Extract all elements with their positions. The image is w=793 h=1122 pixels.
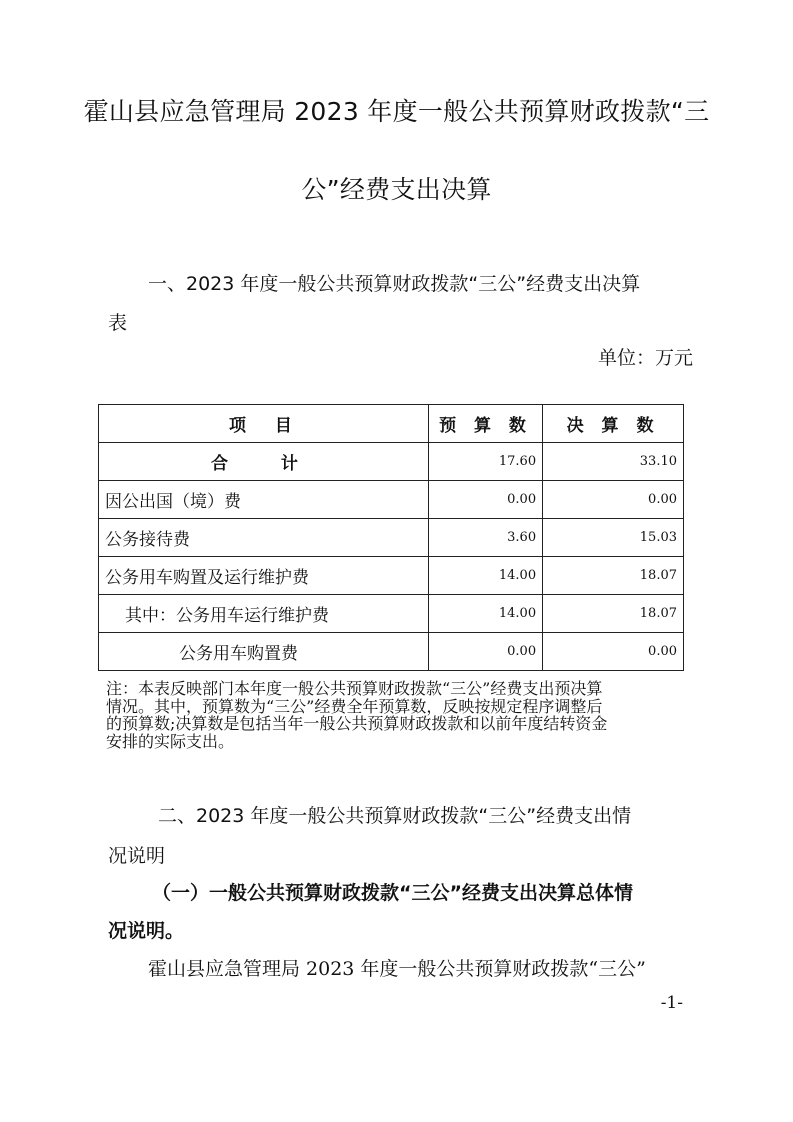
row-final: 33.10 <box>543 443 684 481</box>
table-row <box>99 633 684 671</box>
row-budget: 14.00 <box>428 595 542 633</box>
note-line: 的预算数;决算数是包括当年一般公共预算财政拨款和以前年度结转资金 <box>106 714 608 733</box>
table-header-row <box>99 405 684 443</box>
subsection1-heading-line1: （一）一般公共预算财政拨款“三公”经费支出决算总体情 <box>152 882 633 904</box>
table-row <box>99 481 684 519</box>
row-item: 其中：公务用车运行维护费 <box>99 595 429 633</box>
table-row <box>99 519 684 557</box>
header-item: 项 目 <box>99 405 429 443</box>
table-row-total <box>99 443 684 481</box>
note-line: 注：本表反映部门本年度一般公共预算财政拨款“三公”经费支出预决算 <box>106 679 603 698</box>
row-final: 18.07 <box>543 557 684 595</box>
body-paragraph: 霍山县应急管理局 2023 年度一般公共预算财政拨款“三公” <box>148 958 646 980</box>
table-note <box>106 680 692 750</box>
row-item: 公务用车购置费 <box>99 633 429 671</box>
section2-heading-line1: 二、2023 年度一般公共预算财政拨款“三公”经费支出情 <box>158 805 632 827</box>
row-final: 0.00 <box>543 633 684 671</box>
row-budget: 3.60 <box>428 519 542 557</box>
row-budget: 17.60 <box>428 443 542 481</box>
row-item: 因公出国（境）费 <box>99 481 429 519</box>
section2-heading-line2: 况说明 <box>108 845 166 867</box>
row-item: 公务接待费 <box>99 519 429 557</box>
page-title-line1: 霍山县应急管理局 2023 年度一般公共预算财政拨款“三 <box>83 97 710 126</box>
page-title-line2: 公”经费支出决算 <box>301 175 492 204</box>
row-item: 合 计 <box>99 443 429 481</box>
header-budget: 预 算 数 <box>428 405 542 443</box>
row-budget: 0.00 <box>428 481 542 519</box>
row-final: 0.00 <box>543 481 684 519</box>
note-line: 情况。其中，预算数为“三公”经费全年预算数，反映按规定程序调整后 <box>106 696 603 716</box>
subsection1-heading-line2: 况说明。 <box>108 920 185 942</box>
unit-label: 单位：万元 <box>597 347 693 369</box>
row-item: 公务用车购置及运行维护费 <box>99 557 429 595</box>
header-final: 决 算 数 <box>543 405 684 443</box>
table-row <box>99 595 684 633</box>
row-final: 18.07 <box>543 595 684 633</box>
row-budget: 14.00 <box>428 557 542 595</box>
page-number: -1- <box>660 993 683 1013</box>
table-row <box>99 557 684 595</box>
row-budget: 0.00 <box>428 633 542 671</box>
budget-table <box>98 404 684 671</box>
row-final: 15.03 <box>543 519 684 557</box>
section1-heading-line2: 表 <box>108 312 128 334</box>
note-line: 安排的实际支出。 <box>106 731 235 751</box>
section1-heading-line1: 一、2023 年度一般公共预算财政拨款“三公”经费支出决算 <box>148 273 641 295</box>
